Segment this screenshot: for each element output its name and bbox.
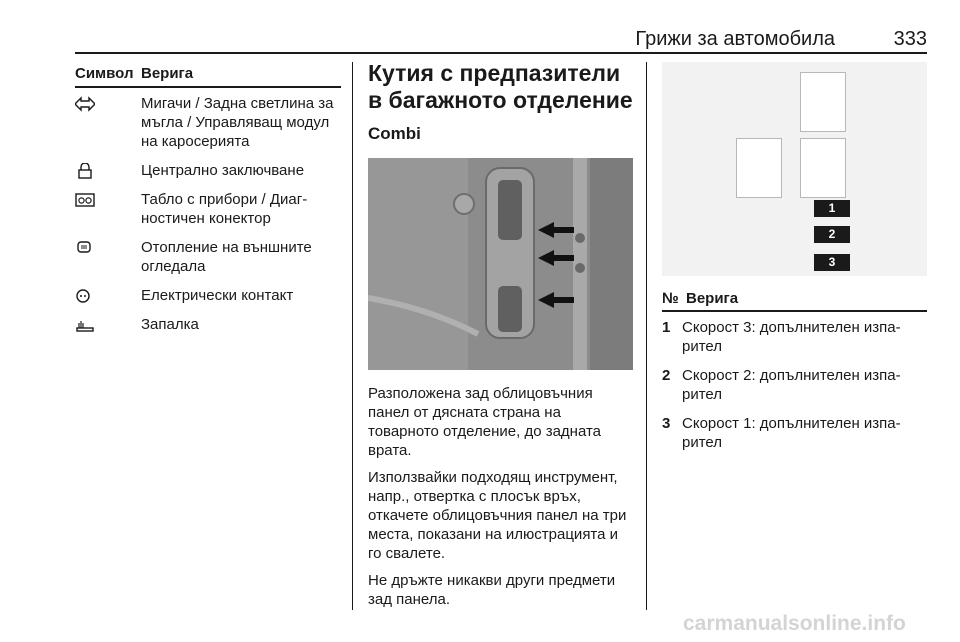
- col-circuit-header: Верига: [686, 290, 739, 307]
- row-number: 3: [662, 415, 671, 432]
- row-number: 1: [662, 319, 671, 336]
- section-subtitle: Combi: [368, 124, 421, 143]
- col-number-header: №: [662, 290, 679, 307]
- page-header: [75, 24, 927, 54]
- panel-photo: [368, 158, 633, 370]
- row-text: Мигачи / Задна светлина за мъгла / Управляващ модул на каросерията: [141, 95, 334, 150]
- paragraph: Разположена зад облицовъчния панел от дясната страна на товарното отделение, до задната врата.: [368, 385, 602, 459]
- row-number: 2: [662, 367, 671, 384]
- instrument-cluster-icon: [75, 190, 141, 228]
- header-title: Грижи за автомобила: [635, 28, 835, 50]
- main-column: [368, 60, 633, 609]
- row-text: Скорост 3: допълнителен изпа-рител: [682, 319, 901, 355]
- watermark: carmanualsonline.info: [683, 612, 906, 635]
- page-number: 333: [893, 28, 927, 50]
- fuse-tag-1: 1: [814, 200, 850, 217]
- table-row: [75, 232, 341, 280]
- section-title: Кутия с предпазители в багажното отделение: [368, 60, 633, 113]
- row-text: Табло с прибори / Диаг-ностичен конектор: [141, 191, 308, 227]
- table-row: [662, 312, 927, 360]
- central-lock-icon: [75, 161, 141, 180]
- fuse-slot: [800, 138, 846, 198]
- symbol-table-header: [75, 62, 341, 88]
- row-text: Запалка: [141, 316, 199, 333]
- row-text: Централно заключване: [141, 162, 305, 179]
- table-row: [75, 280, 341, 309]
- fuse-tag-2: 2: [814, 226, 850, 243]
- power-outlet-icon: [75, 286, 141, 305]
- column-divider: [352, 62, 353, 610]
- col-symbol-header: Символ: [75, 65, 134, 82]
- turn-signal-icon: [75, 94, 141, 151]
- paragraph: Не дръжте никакви други предмети зад панела.: [368, 572, 616, 608]
- fuse-column: [662, 62, 927, 456]
- column-divider: [646, 62, 647, 610]
- paragraph: Използвайки подходящ инструмент, напр., отвертка с плосък връх, откачете облицовъчния панел на три места, показани на илюстрацията и го свалете.: [368, 469, 627, 562]
- table-row: [75, 155, 341, 184]
- mirror-heating-icon: [75, 238, 141, 276]
- cigarette-lighter-icon: [75, 315, 141, 334]
- row-text: Електрически контакт: [141, 287, 294, 304]
- symbol-table: [75, 62, 341, 338]
- table-row: [75, 184, 341, 232]
- table-row: [662, 360, 927, 408]
- fuse-diagram: [662, 62, 927, 276]
- table-row: [662, 408, 927, 456]
- row-text: Скорост 2: допълнителен изпа-рител: [682, 367, 901, 403]
- table-row: [75, 88, 341, 155]
- row-text: Отопление на външните огледала: [141, 239, 312, 275]
- row-text: Скорост 1: допълнителен изпа-рител: [682, 415, 901, 451]
- fuse-tag-3: 3: [814, 254, 850, 271]
- fuse-slot: [800, 72, 846, 132]
- col-circuit-header: Верига: [141, 65, 194, 82]
- fuse-table-header: [662, 288, 927, 312]
- table-row: [75, 309, 341, 338]
- fuse-slot: [736, 138, 782, 198]
